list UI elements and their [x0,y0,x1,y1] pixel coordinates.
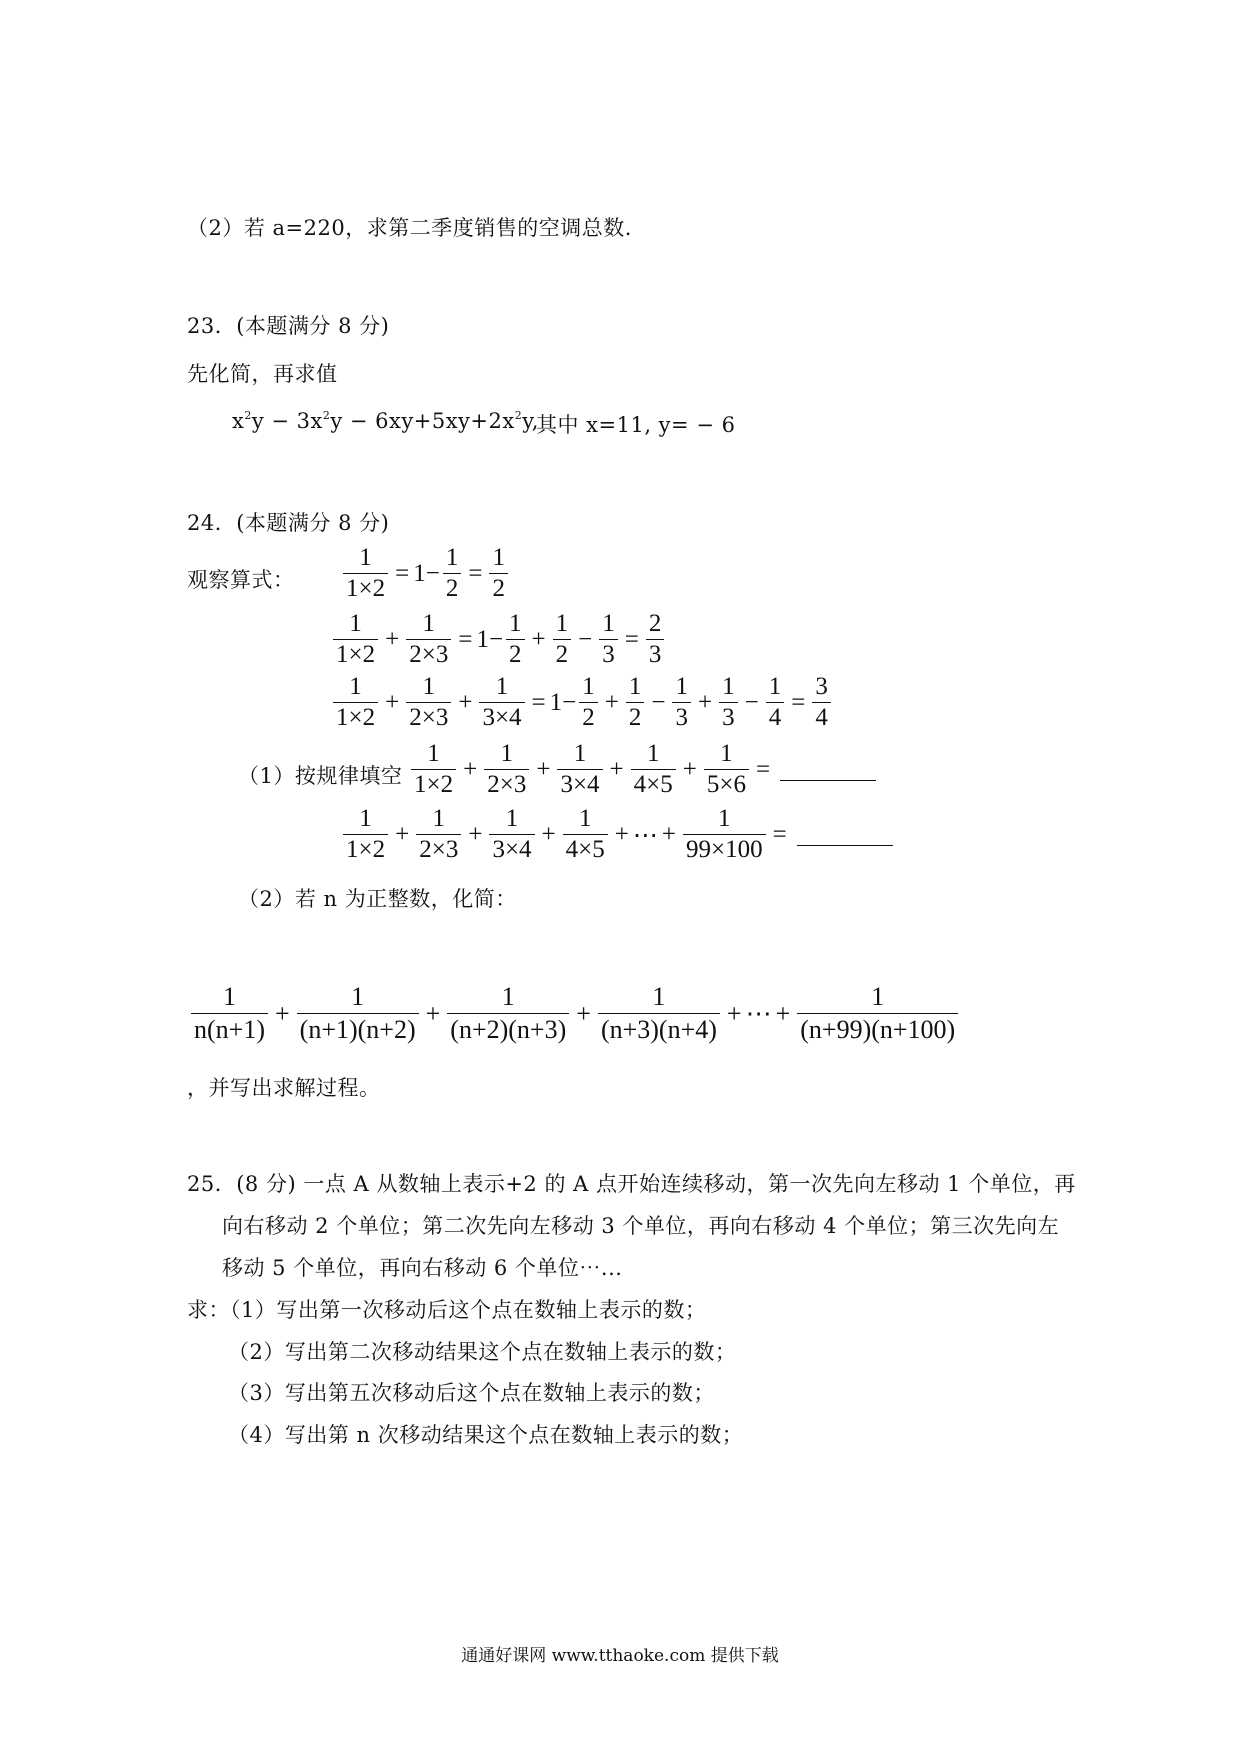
q24-part1-equation-a [408,740,876,799]
fraction [719,673,738,732]
numerator: 1 [359,544,372,571]
denominator: 1×2 [333,639,378,669]
fraction [489,805,534,864]
q23-expr-term: y − 3x [251,409,323,433]
q22-part2: （2）若 a=220，求第二季度销售的空调总数. [187,216,632,240]
denominator: 1×2 [333,702,378,732]
fraction [343,805,388,864]
fraction [557,740,602,799]
numerator: 1 [427,740,440,767]
q25-sub-1: 求：（1）写出第一次移动后这个点在数轴上表示的数； [187,1298,707,1322]
fraction [599,610,618,669]
denominator: 3 [646,639,665,669]
page-footer: 通通好课网 www.tthaoke.com 提供下载 [461,1646,779,1666]
math-symbol: 1− [549,688,577,716]
math-symbol: + [775,998,791,1028]
numerator: 1 [422,610,436,637]
numerator: 1 [675,673,688,700]
q24-part2-label: （2）若 n 为正整数，化简： [238,887,517,911]
denominator: (n+3)(n+4) [598,1013,720,1045]
math-symbol: = [791,688,806,716]
q25-sub-3: （3）写出第五次移动后这个点在数轴上表示的数； [228,1381,715,1405]
math-symbol: + [395,820,410,848]
fraction [672,673,691,732]
fraction [443,544,462,603]
fraction [479,673,524,732]
q23-exponent: 2 [322,409,331,422]
q24-general-sum [188,982,961,1045]
fraction [191,982,268,1045]
fraction [598,982,720,1045]
numerator: 1 [445,544,459,571]
answer-blank[interactable] [797,823,893,846]
math-symbol: = [458,625,473,653]
fraction [411,740,456,799]
numerator: 3 [815,673,828,700]
q25-line-3: 移动 5 个单位，再向右移动 6 个单位⋯... [222,1256,623,1280]
denominator: (n+99)(n+100) [797,1013,958,1045]
numerator: 1 [871,982,885,1011]
math-symbol: + [726,998,742,1028]
math-symbol: ⋯ [632,821,658,849]
q24-tail: ，并写出求解过程。 [187,1076,381,1100]
fraction [812,673,831,732]
q24-title: 24．(本题满分 8 分) [187,511,390,535]
numerator: 1 [495,673,509,700]
numerator: 1 [578,805,592,832]
q23-exponent: 2 [244,409,252,422]
math-symbol: + [697,688,713,716]
denominator: 2 [489,573,508,603]
fraction [484,740,529,799]
numerator: 1 [582,673,595,700]
math-symbol: = [755,755,771,783]
denominator: 1×2 [343,834,388,864]
math-symbol: + [609,755,624,783]
math-symbol: + [385,688,400,716]
numerator: 1 [509,610,522,637]
numerator: 1 [602,610,615,637]
numerator: 1 [720,740,733,767]
fraction [553,610,572,669]
math-symbol: + [385,625,400,653]
numerator: 2 [648,610,662,637]
denominator: 1×2 [411,769,456,799]
q25-line-1: 25．(8 分) 一点 A 从数轴上表示+2 的 A 点开始连续移动，第一次先向左移动 1 个单位，再 [187,1172,1076,1196]
math-symbol: = [531,688,546,716]
fraction [297,982,419,1045]
numerator: 1 [768,673,782,700]
q23-exponent: 2 [514,409,523,422]
numerator: 1 [573,740,587,767]
math-symbol: + [463,755,478,783]
q24-observed-equation-2 [330,610,667,669]
math-symbol: + [536,755,551,783]
fraction [563,805,608,864]
numerator: 1 [555,610,569,637]
denominator: 4×5 [563,834,608,864]
fraction [506,610,525,669]
denominator: 3 [599,639,618,669]
fraction [626,673,645,732]
q23-instruction: 先化简，再求值 [187,362,338,386]
denominator: n(n+1) [191,1013,268,1045]
math-symbol: − [744,688,759,716]
numerator: 1 [349,610,362,637]
denominator: 4×5 [631,769,676,799]
math-symbol: + [458,688,473,716]
denominator: 3×4 [489,834,534,864]
numerator: 1 [349,673,362,700]
q23-condition: 其中 x=11, y= − 6 [536,413,736,437]
numerator: 1 [222,982,236,1011]
math-symbol: = [395,559,410,587]
denominator: 4 [812,702,831,732]
fraction [797,982,958,1045]
math-symbol: + [661,820,676,848]
q23-expr-term: y, [522,409,539,433]
denominator: 3×4 [557,769,602,799]
q23-expression [232,409,539,433]
denominator: (n+2)(n+3) [447,1013,569,1045]
denominator: 2 [579,702,598,732]
math-symbol: = [624,625,639,653]
fraction [489,544,508,603]
denominator: 3×4 [479,702,524,732]
q24-part1-equation-b [340,805,893,864]
fraction [447,982,569,1045]
numerator: 1 [718,805,731,832]
math-symbol: + [576,998,591,1028]
q25-line-2: 向右移动 2 个单位；第二次先向左移动 3 个单位，再向右移动 4 个单位；第三次先向左 [222,1214,1060,1238]
math-symbol: ⋯ [745,998,772,1028]
numerator: 1 [646,740,660,767]
fraction [646,610,665,669]
math-symbol: 1− [413,559,440,587]
q25-sub-2: （2）写出第二次移动结果这个点在数轴上表示的数； [228,1340,737,1364]
fraction [766,673,785,732]
denominator: 99×100 [683,834,766,864]
math-symbol: + [604,688,619,716]
q24-observed-equation-1 [340,544,511,603]
denominator: 2 [443,573,462,603]
numerator: 1 [628,673,642,700]
math-symbol: + [541,820,556,848]
q24-observed-equation-3 [330,673,834,732]
math-symbol: − [651,688,666,716]
numerator: 1 [359,805,372,832]
math-symbol: + [614,820,629,848]
fraction [683,805,766,864]
math-symbol: = [772,820,787,848]
answer-blank[interactable] [780,758,876,781]
math-symbol: + [425,998,441,1028]
denominator: 2×3 [406,702,451,732]
fraction [416,805,461,864]
math-symbol: = [468,559,483,587]
fraction [579,673,598,732]
numerator: 1 [432,805,446,832]
numerator: 1 [492,544,505,571]
math-symbol: + [682,755,697,783]
fraction [406,610,451,669]
denominator: 2×3 [406,639,451,669]
math-symbol: + [531,625,546,653]
denominator: (n+1)(n+2) [297,1013,419,1045]
q24-part1-label: （1）按规律填空 [238,764,403,788]
denominator: 2 [626,702,645,732]
denominator: 3 [672,702,691,732]
denominator: 4 [766,702,785,732]
q23-expr-term: y − 6xy+5xy+2x [330,409,515,433]
q23-expr-term: x [232,409,245,433]
denominator: 3 [719,702,738,732]
math-symbol: + [468,820,483,848]
denominator: 2 [553,639,572,669]
math-symbol: 1− [476,625,504,653]
q23-title: 23．(本题满分 8 分) [187,314,390,338]
q25-sub-4: （4）写出第 n 次移动结果这个点在数轴上表示的数； [228,1423,744,1447]
fraction [406,673,451,732]
numerator: 1 [501,982,515,1011]
math-symbol: − [578,625,593,653]
fraction [704,740,749,799]
denominator: 2×3 [416,834,461,864]
denominator: 5×6 [704,769,749,799]
q24-observe-label: 观察算式： [187,568,295,592]
denominator: 1×2 [343,573,388,603]
fraction [343,544,388,603]
numerator: 1 [722,673,735,700]
numerator: 1 [422,673,436,700]
math-symbol: + [274,998,290,1028]
numerator: 1 [351,982,365,1011]
denominator: 2 [506,639,525,669]
denominator: 2×3 [484,769,529,799]
fraction [631,740,676,799]
fraction [333,610,378,669]
numerator: 1 [500,740,514,767]
fraction [333,673,378,732]
numerator: 1 [652,982,666,1011]
numerator: 1 [505,805,519,832]
